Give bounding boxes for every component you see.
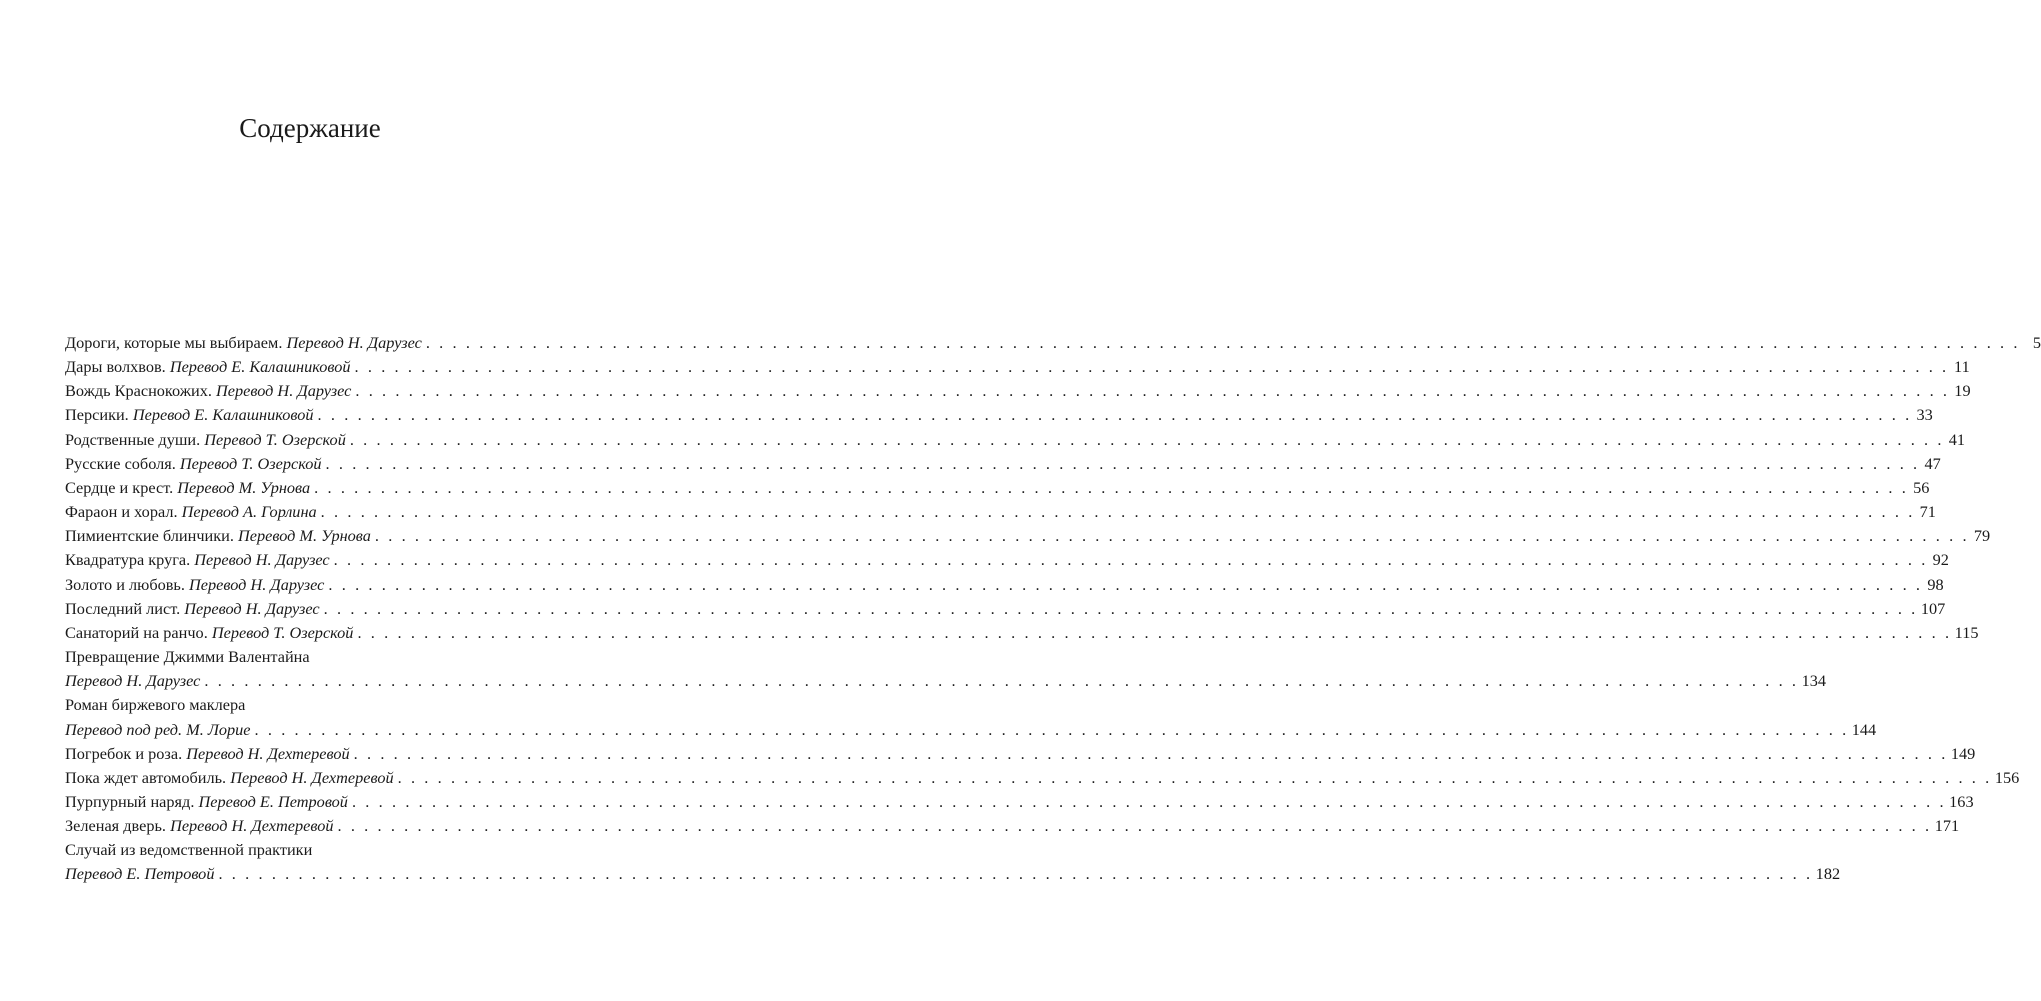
dot-leader: . . . . . . . . . . . . . . . . . . . . . . . . . . . . . . . . . . . . . . . . . . . . . . . . . . . . . . . . . . . . . . . . . . . . . . . . . . . . . . . . . . . . . . . . . . . . . . . . . . . . . . . . . . . . . . . . . . . . . . . . [320,502,1915,522]
toc-entry-translator: Перевод Е. Петровой [198,791,348,811]
toc-entry-line [65,476,1930,500]
toc-entry [65,766,2020,790]
dot-leader: . . . . . . . . . . . . . . . . . . . . . . . . . . . . . . . . . . . . . . . . . . . . . . . . . . . . . . . . . . . . . . . . . . . . . . . . . . . . . . . . . . . . . . . . . . . . . . . . . . . . . . . . . . . . . . . . . . . . . . . . [337,816,1932,836]
toc-entry-title: Золото и любовь. [65,574,185,594]
toc-entry-title: Дороги, которые мы выбираем. [65,333,283,352]
dot-leader: . . . . . . . . . . . . . . . . . . . . . . . . . . . . . . . . . . . . . . . . . . . . . . . . . . . . . . . . . . . . . . . . . . . . . . . . . . . . . . . . . . . . . . . . . . . . . . . . . . . . . . . . . . . . . . . . . . . . . . . . [323,598,1918,618]
toc-entry [65,403,1933,427]
toc-entry-page-number: 79 [1973,526,1991,546]
toc-entry-line [65,862,1841,886]
toc-entry-title: Случай из ведомственной практики [65,840,313,860]
toc-entry-line [65,669,1826,693]
toc-entry-line [65,742,1976,766]
toc-entry [65,790,1974,814]
toc-entry-page-number: 19 [1954,381,1971,401]
toc-entry-page-number: 107 [1920,598,1946,618]
toc-entry-translator: Перевод А. Горлина [181,502,317,522]
toc-entry-page-number: 182 [1815,864,1841,884]
toc-entry [65,379,1971,403]
toc-entry-line [65,403,1933,427]
toc-entry-page-number: 56 [1913,477,1930,497]
toc-entry-title: Дары волхвов. [65,357,166,377]
dot-leader: . . . . . . . . . . . . . . . . . . . . . . . . . . . . . . . . . . . . . . . . . . . . . . . . . . . . . . . . . . . . . . . . . . . . . . . . . . . . . . . . . . . . . . . . . . . . . . . . . . . . . . . . . . . . . . . . . . . . . . . . [397,767,1992,787]
dot-leader: . . . . . . . . . . . . . . . . . . . . . . . . . . . . . . . . . . . . . . . . . . . . . . . . . . . . . . . . . . . . . . . . . . . . . . . . . . . . . . . . . . . . . . . . . . . . . . . . . . . . . . . . . . . . . . . . . . . . . . . . [333,550,1928,570]
toc-entry [65,476,1930,500]
dot-leader: . . . . . . . . . . . . . . . . . . . . . . . . . . . . . . . . . . . . . . . . . . . . . . . . . . . . . . . . . . . . . . . . . . . . . . . . . . . . . . . . . . . . . . . . . . . . . . . . . . . . . . . . . . . . . . . . . . . . . . . . [314,477,1909,497]
page-title: Содержание [239,113,381,143]
toc-entry-line [65,814,1960,838]
toc-entry-page-number: 5 [2032,333,2041,352]
dot-leader: . . . . . . . . . . . . . . . . . . . . . . . . . . . . . . . . . . . . . . . . . . . . . . . . . . . . . . . . . . . . . . . . . . . . . . . . . . . . . . . . . . . . . . . . . . . . . . . . . . . . . . . . . . . . . . . . . . . . . . . . [349,429,1945,449]
toc-entry [65,452,1941,476]
toc-entry [65,742,1976,766]
toc-entry-translator: Перевод Н. Дарузес [286,333,422,352]
toc-entry-title: Последний лист. [65,598,181,618]
toc-entry [65,573,1944,597]
toc-entry-title: Фараон и хорал. [65,502,178,522]
dot-leader: . . . . . . . . . . . . . . . . . . . . . . . . . . . . . . . . . . . . . . . . . . . . . . . . . . . . . . . . . . . . . . . . . . . . . . . . . . . . . . . . . . . . . . . . . . . . . . . . . . . . . . . . . . . . . . . . . . . . . . . . [328,574,1923,594]
toc-entry-translator: Перевод Н. Дарузес [194,550,330,570]
toc-entry-title: Вождь Краснокожих. [65,381,212,401]
toc-entry-line [65,500,1936,524]
toc-entry-line [65,331,2041,355]
dot-leader: . . . . . . . . . . . . . . . . . . . . . . . . . . . . . . . . . . . . . . . . . . . . . . . . . . . . . . . . . . . . . . . . . . . . . . . . . . . . . . . . . . . . . . . . . . . . . . . . . . . . . . . . . . . . . . . . . . . . . . . . [353,743,1948,763]
dot-leader: . . . . . . . . . . . . . . . . . . . . . . . . . . . . . . . . . . . . . . . . . . . . . . . . . . . . . . . . . . . . . . . . . . . . . . . . . . . . . . . . . . . . . . . . . . . . . . . . . . . . . . . . . . . . . . . . . . . . . . . . [351,791,1947,811]
toc-entry-title: Персики. [65,405,129,425]
toc-entry [65,548,1949,572]
toc-entry-translator: Перевод М. Урнова [238,526,371,546]
toc-entry-line [65,428,1966,452]
toc-entry-line [65,548,1949,572]
toc-entry-translator: Перевод Н. Дехтеревой [230,767,394,787]
toc-entry-line [65,718,1877,742]
toc-entry-translator: Перевод Е. Калашниковой [132,405,314,425]
toc-entry-page-number: 156 [1994,767,2020,787]
toc-entry-translator: Перевод Т. Озерской [211,622,354,642]
toc-entry-line [65,597,1946,621]
toc-entry-translator: Перевод М. Урнова [177,477,311,497]
toc-entry-translator: Перевод Н. Дехтеревой [170,816,334,836]
toc-entry-page-number: 92 [1932,550,1949,570]
toc-entry [65,645,1826,693]
toc-entry-line [65,524,1991,548]
toc-entry-line [65,573,1944,597]
toc-entry [65,621,1979,645]
toc-entry-line [65,766,2020,790]
dot-leader: . . . . . . . . . . . . . . . . . . . . . . . . . . . . . . . . . . . . . . . . . . . . . . . . . . . . . . . . . . . . . . . . . . . . . . . . . . . . . . . . . . . . . . . . . . . . . . . . . . . . . . . . . . . . . . . . . . . . . . . . [317,405,1912,425]
toc-entry-translator: Перевод Т. Озерской [204,429,346,449]
dot-leader: . . . . . . . . . . . . . . . . . . . . . . . . . . . . . . . . . . . . . . . . . . . . . . . . . . . . . . . . . . . . . . . . . . . . . . . . . . . . . . . . . . . . . . . . . . . . . . . . . . . . . . . . . . . . . . . . . . . . . . . . [357,622,1952,642]
dot-leader: . . . . . . . . . . . . . . . . . . . . . . . . . . . . . . . . . . . . . . . . . . . . . . . . . . . . . . . . . . . . . . . . . . . . . . . . . . . . . . . . . . . . . . . . . . . . . . . . . . . . . . . . . . . . . . . . . . . . . . . . [355,381,1950,401]
toc-entry-title: Сердце и крест. [65,477,174,497]
toc-entry [65,814,1960,838]
toc-entry [65,355,1970,379]
toc-entry-page-number: 33 [1916,405,1933,425]
dot-leader: . . . . . . . . . . . . . . . . . . . . . . . . . . . . . . . . . . . . . . . . . . . . . . . . . . . . . . . . . . . . . . . . . . . . . . . . . . . . . . . . . . . . . . . . . . . . . . . . . . . . . . . . . . . . . . . . . . . . . . . . [254,719,1849,739]
dot-leader: . . . . . . . . . . . . . . . . . . . . . . . . . . . . . . . . . . . . . . . . . . . . . . . . . . . . . . . . . . . . . . . . . . . . . . . . . . . . . . . . . . . . . . . . . . . . . . . . . . . . . . . . . . . . . . . . . . . . . . . . [354,357,1949,377]
toc-entry-page-number: 47 [1924,453,1941,473]
toc-entry-translator: Перевод Н. Дарузес [216,381,352,401]
toc-entry-title: Погребок и роза. [65,743,183,763]
dot-leader: . . . . . . . . . . . . . . . . . . . . . . . . . . . . . . . . . . . . . . . . . . . . . . . . . . . . . . . . . . . . . . . . . . . . . . . . . . . . . . . . . . . . . . . . . . . . . . . . . . . . . . . . . . . . . . . . . . . . . . . . [325,453,1920,473]
toc-entry [65,597,1946,621]
toc-entry-title: Санаторий на ранчо. [65,622,208,642]
toc-entry [65,524,1991,548]
toc-entry-title: Пока ждет автомобиль. [65,767,227,787]
toc-entry-title: Зеленая дверь. [65,816,166,836]
toc-entry-title: Квадратура круга. [65,550,191,570]
toc-entry-title: Пимиентские блинчики. [65,526,234,546]
toc-entry [65,331,2041,355]
toc-entry-line [65,790,1974,814]
toc-entry-page-number: 144 [1851,719,1877,739]
toc-entry-page-number: 41 [1948,429,1966,449]
toc-entry-page-number: 11 [1954,357,1970,377]
toc-entry-translator: Перевод под ред. М. Лорие [65,719,251,739]
toc-entry-title: Роман биржевого маклера [65,695,246,715]
toc-entry-page-number: 149 [1950,743,1976,763]
toc-entry-line [65,621,1979,645]
toc-entry-page-number: 71 [1919,502,1936,522]
toc-entry-translator: Перевод Е. Петровой [65,864,215,884]
toc-entry-translator: Перевод Н. Дарузес [65,671,201,691]
toc-entry-page-number: 115 [1954,622,1979,642]
toc-entry [65,838,1841,886]
toc-entry-line [65,379,1971,403]
dot-leader: . . . . . . . . . . . . . . . . . . . . . . . . . . . . . . . . . . . . . . . . . . . . . . . . . . . . . . . . . . . . . . . . . . . . . . . . . . . . . . . . . . . . . . . . . . . . . . . . . . . . . . . . . . . . . . . . . . . . . . . . [218,864,1813,884]
toc-entry-translator: Перевод Е. Калашниковой [169,357,351,377]
dot-leader: . . . . . . . . . . . . . . . . . . . . . . . . . . . . . . . . . . . . . . . . . . . . . . . . . . . . . . . . . . . . . . . . . . . . . . . . . . . . . . . . . . . . . . . . . . . . . . . . . . . . . . . . . . . . . . . . . . . . . . . . [425,333,2021,352]
toc-entry-page-number: 163 [1949,791,1974,811]
toc-entry-page-number: 134 [1801,671,1826,691]
toc-entry-page-number: 98 [1927,574,1944,594]
toc-entry-title: Русские соболя. [65,453,176,473]
toc-entry-line [65,452,1941,476]
toc-entry-title: Родственные души. [65,429,201,449]
toc-entry-title: Превращение Джимми Валентайна [65,647,310,667]
dot-leader: . . . . . . . . . . . . . . . . . . . . . . . . . . . . . . . . . . . . . . . . . . . . . . . . . . . . . . . . . . . . . . . . . . . . . . . . . . . . . . . . . . . . . . . . . . . . . . . . . . . . . . . . . . . . . . . . . . . . . . . . [374,526,1970,546]
dot-leader: . . . . . . . . . . . . . . . . . . . . . . . . . . . . . . . . . . . . . . . . . . . . . . . . . . . . . . . . . . . . . . . . . . . . . . . . . . . . . . . . . . . . . . . . . . . . . . . . . . . . . . . . . . . . . . . . . . . . . . . . [204,671,1799,691]
toc-entry-translator: Перевод Н. Дарузес [189,574,325,594]
toc-entry [65,428,1966,452]
toc-entry-title: Пурпурный наряд. [65,791,195,811]
toc-entry [65,500,1936,524]
toc-entry-translator: Перевод Т. Озерской [179,453,322,473]
toc-entry-translator: Перевод Н. Дехтеревой [186,743,350,763]
toc-entry [65,693,1877,741]
toc-entry-translator: Перевод Н. Дарузес [184,598,320,618]
table-of-contents [65,331,2041,887]
toc-entry-page-number: 171 [1934,816,1960,836]
toc-entry-line [65,355,1970,379]
